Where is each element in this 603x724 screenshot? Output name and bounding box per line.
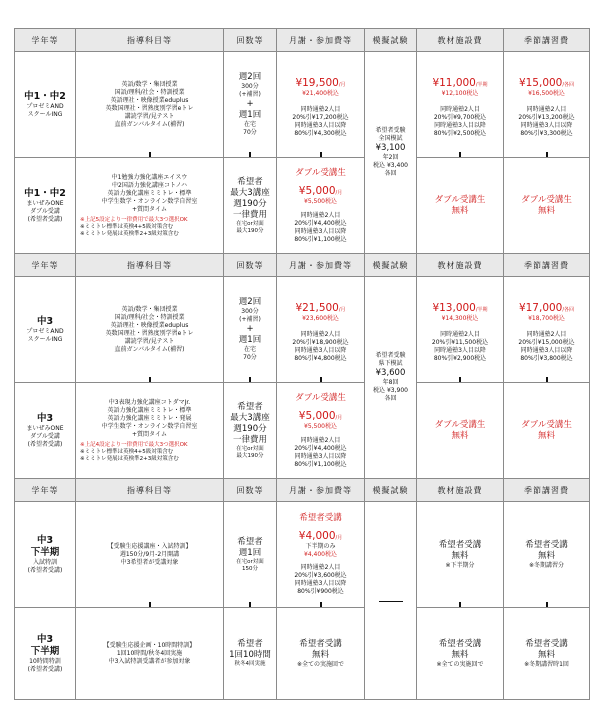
count-value: 最大3講座	[230, 187, 270, 198]
count-value: 週190分	[233, 423, 267, 434]
selection-note: ※ミミトレ標準は英検4+5級対策含む	[80, 448, 174, 455]
materials-note: ※全ての実施回で	[436, 660, 484, 668]
subject-item: 中1勉強力強化講座エイスウ	[111, 173, 188, 181]
materials-price: ¥13,000	[432, 302, 476, 314]
subjects-cell	[76, 608, 224, 700]
header-count: 回数等	[224, 254, 277, 277]
materials-cell	[417, 52, 504, 158]
discount-line: 同時通塾2人目	[440, 106, 480, 113]
mock-exam-cell	[365, 277, 417, 479]
subject-item: 国語/理科/社会・特訓授業	[114, 88, 185, 96]
plus-icon	[144, 602, 156, 608]
fee-note: 下半期のみ	[305, 543, 336, 550]
header-mock-exam: 模擬試験	[365, 254, 417, 277]
plus-icon	[315, 377, 327, 383]
subject-item: 英語理社・映像授業eduplus	[110, 321, 189, 329]
count-detail: (+補習)	[239, 91, 261, 98]
fee-title: ダブル受講生	[295, 167, 346, 178]
header-grade: 学年等	[15, 479, 76, 502]
materials-unit: /半期	[475, 307, 488, 313]
count-detail: 300分	[241, 308, 259, 315]
grade-cell	[15, 383, 76, 479]
plus-icon	[541, 377, 553, 383]
count-cell	[224, 608, 277, 700]
seasonal-title: 希望者受講	[525, 539, 568, 550]
count-detail: 在宅or対面	[236, 558, 264, 565]
materials-title: ダブル受講生	[434, 194, 486, 205]
fee-cell	[277, 502, 365, 608]
count-detail: 300分	[241, 83, 259, 90]
fee-title: 希望者受講	[299, 513, 342, 523]
header-seasonal: 季節講習費	[504, 479, 590, 502]
seasonal-free: 無料	[537, 550, 555, 561]
discount-line: 80%引¥2,500税込	[433, 130, 487, 137]
discount-line: 20%引¥17,200税込	[292, 114, 349, 121]
fee-title: 希望者受講	[299, 638, 342, 649]
fee-tax: ¥4,400税込	[304, 551, 337, 558]
subject-item: 中3表現力強化講座コトダマJr.	[108, 398, 191, 406]
discount-line: 同時通塾3人目以降	[294, 122, 347, 129]
plus-icon	[315, 602, 327, 608]
count-cell	[224, 383, 277, 479]
subject-item: 英語/数学・集団授業	[121, 305, 178, 313]
materials-cell	[417, 277, 504, 383]
subject-item: 中学生数学・オンライン数学自習室	[101, 422, 198, 430]
course-label: スクールING	[27, 335, 63, 343]
count-detail: 最大190分	[236, 227, 264, 234]
seasonal-cell	[504, 608, 590, 700]
mock-exam-cell	[365, 52, 417, 254]
course-label: ダブル受講	[30, 432, 60, 440]
mock-price: ¥3,100	[375, 143, 406, 153]
discount-line: 同時通塾2人目	[300, 436, 341, 444]
course-label: プロゼミAND	[26, 327, 64, 335]
plus-icon	[144, 377, 156, 383]
discount-line: 80%引¥2,900税込	[433, 355, 487, 362]
materials-free: 無料	[451, 205, 469, 216]
course-label: 入試特訓	[32, 558, 57, 566]
discount-line: 同時通塾3人目以降	[520, 122, 573, 129]
count-value: 一律費用	[232, 209, 267, 220]
mock-line: 年2回	[382, 154, 399, 161]
fee-note: ※全ての実施回で	[296, 660, 345, 668]
discount-line: 同時通塾3人目以降	[294, 452, 347, 460]
course-label: ダブル受講	[30, 207, 60, 215]
seasonal-tax: ¥18,700税込	[528, 315, 565, 322]
subject-item: +質問タイム	[132, 430, 167, 438]
fee-unit: /月	[338, 307, 346, 313]
discount-line: 80%引¥3,800税込	[520, 355, 573, 362]
mock-line: 各回	[384, 170, 397, 177]
discount-line: 同時通塾3人目以降	[434, 122, 486, 129]
count-detail: 秋冬4回実施	[234, 661, 266, 667]
grade-label: 中3	[36, 315, 54, 327]
grade-cell	[15, 277, 76, 383]
seasonal-price: ¥15,000	[518, 77, 563, 89]
seasonal-cell	[504, 383, 590, 479]
selection-note: ※上記4設定より一律費用で最大3つ選択OK	[80, 441, 188, 448]
header-seasonal: 季節講習費	[504, 254, 590, 277]
count-detail: 在宅or対面	[236, 445, 264, 452]
subject-item: +質問タイム	[132, 205, 167, 213]
count-cell	[224, 158, 277, 254]
plus-icon	[454, 377, 466, 383]
table-row	[15, 277, 590, 383]
grade-label: 中3	[36, 633, 54, 645]
seasonal-free: 無料	[537, 205, 555, 216]
table-header-row	[15, 479, 590, 502]
materials-cell	[417, 502, 504, 608]
discount-line: 80%引¥4,800税込	[294, 355, 347, 362]
header-fee: 月謝・参加費等	[277, 479, 365, 502]
mock-line: 各回	[384, 395, 397, 402]
header-subjects: 指導科目等	[76, 479, 224, 502]
seasonal-unit: /各回	[562, 82, 575, 88]
subject-item: 英数国理社・習熟度別学習eトレ	[105, 329, 194, 337]
discount-line: 同時通塾2人目	[300, 331, 341, 338]
count-value: 週2回	[238, 72, 262, 82]
fee-tax: ¥21,400税込	[302, 90, 339, 97]
plus-icon	[454, 602, 466, 608]
fee-unit: /月	[338, 82, 346, 88]
mock-exam-cell	[365, 502, 417, 700]
discount-line: 20%引¥13,200税込	[518, 114, 575, 121]
fee-price: ¥19,500	[295, 77, 339, 89]
count-cell	[224, 277, 277, 383]
fee-cell	[277, 383, 365, 479]
materials-note: ※下半期分	[445, 561, 475, 569]
subject-item: 英語力強化講座ミミトレ・発展	[107, 414, 192, 422]
table-row	[15, 502, 590, 608]
mock-line: 県下模試	[378, 360, 403, 367]
discount-line: 同時通塾3人目以降	[294, 580, 347, 587]
header-grade: 学年等	[15, 29, 76, 52]
subject-item: 講読学習/見テスト	[124, 337, 175, 345]
count-detail: 70分	[243, 129, 257, 136]
fee-table	[14, 28, 590, 700]
count-detail: 150分	[242, 565, 258, 572]
plus-icon	[454, 152, 466, 158]
plus-icon	[315, 152, 327, 158]
course-label: まいぜみONE	[26, 199, 64, 207]
subject-item: 【受験生応援講座・入試特訓】	[107, 542, 192, 550]
plus-icon	[144, 152, 156, 158]
header-fee: 月謝・参加費等	[277, 254, 365, 277]
discount-line: 80%引¥3,300税込	[520, 130, 573, 137]
header-count: 回数等	[224, 479, 277, 502]
selection-note: ※上記5設定より一律費用で最大3つ選択OK	[80, 216, 188, 223]
header-mock-exam: 模擬試験	[365, 479, 417, 502]
subject-item: 国語/理科/社会・特訓授業	[114, 313, 185, 321]
subjects-cell	[76, 158, 224, 254]
fee-tax: ¥5,500税込	[304, 422, 337, 430]
fee-unit: /月	[335, 189, 343, 196]
fee-unit: /月	[335, 414, 343, 421]
fee-cell	[277, 52, 365, 158]
discount-line: 同時通塾3人目以降	[294, 227, 347, 235]
grade-label: 中3	[36, 412, 54, 424]
mock-line: 希望者受験	[375, 352, 406, 359]
fee-unit: /月	[335, 535, 343, 541]
subject-item: 英語/数学・集団授業	[121, 80, 178, 88]
grade-cell	[15, 158, 76, 254]
header-count: 回数等	[224, 29, 277, 52]
count-detail: 70分	[243, 354, 257, 361]
table-row	[15, 52, 590, 158]
materials-title: 希望者受講	[438, 539, 482, 550]
subject-item: 英語理社・映像授業eduplus	[110, 96, 189, 104]
selection-note: ※ミミトレ発展は英検準2+3級対策含む	[80, 230, 179, 237]
header-subjects: 指導科目等	[76, 29, 224, 52]
count-detail: (+補習)	[239, 316, 261, 323]
grade-label: 下半期	[30, 546, 60, 558]
course-label: (希望者受講)	[27, 566, 63, 574]
count-value: 希望者	[237, 176, 263, 187]
fee-cell	[277, 158, 365, 254]
seasonal-cell	[504, 502, 590, 608]
subject-item: 中3希望者が受講対象	[120, 558, 179, 566]
mock-line: 税込 ¥3,900	[373, 387, 408, 394]
discount-line: 同時通塾2人目	[300, 211, 341, 219]
grade-cell	[15, 502, 76, 608]
subjects-cell	[76, 277, 224, 383]
grade-label: 下半期	[30, 645, 60, 657]
fee-price: ¥5,000	[298, 409, 336, 422]
discount-line: 同時通塾2人目	[300, 106, 341, 113]
seasonal-tax: ¥16,500税込	[528, 90, 565, 97]
fee-title: ダブル受講生	[295, 392, 346, 403]
count-value: 週2回	[238, 297, 262, 307]
subjects-cell	[76, 52, 224, 158]
plus-icon	[244, 377, 256, 383]
discount-line: 20%引¥18,900税込	[292, 339, 349, 346]
header-grade: 学年等	[15, 254, 76, 277]
seasonal-title: ダブル受講生	[521, 419, 572, 430]
selection-note: ※ミミトレ標準は英検4+5級対策含む	[80, 223, 174, 230]
fee-price: ¥4,000	[298, 530, 336, 542]
table-header-row	[15, 254, 590, 277]
selection-note: ※ミミトレ発展は英検準2+3級対策含む	[80, 455, 179, 462]
discount-line: 20%引¥15,000税込	[518, 339, 575, 346]
header-mock-exam: 模擬試験	[365, 29, 417, 52]
header-materials: 教材施設費	[417, 29, 504, 52]
discount-line: 同時通塾2人目	[440, 331, 480, 338]
discount-line: 80%引¥1,100税込	[294, 460, 347, 468]
table-row	[15, 158, 590, 254]
subject-item: 中学生数学・オンライン数学自習室	[101, 197, 198, 205]
materials-unit: /半期	[475, 82, 488, 88]
count-value: 希望者	[237, 639, 263, 649]
subject-item: 週150分/9月-2月開講	[119, 550, 180, 558]
discount-line: 20%引¥3,600税込	[294, 572, 347, 579]
header-materials: 教材施設費	[417, 254, 504, 277]
discount-line: 80%引¥4,300税込	[294, 130, 347, 137]
subject-item: 中2国語力強化講座コトノハ	[112, 181, 187, 189]
count-value: 1回10時間	[229, 650, 271, 660]
seasonal-free: 無料	[537, 649, 555, 660]
subject-item: 英語力強化講座ミミトレ・標準	[107, 189, 192, 197]
header-subjects: 指導科目等	[76, 254, 224, 277]
count-cell	[224, 502, 277, 608]
dash-icon	[379, 601, 403, 603]
fee-cell	[277, 277, 365, 383]
count-detail: 在宅or対面	[236, 220, 264, 227]
mock-price: ¥3,600	[375, 368, 406, 378]
course-label: (希望者受講)	[27, 215, 63, 223]
plus-icon	[541, 152, 553, 158]
count-value: 一律費用	[232, 434, 267, 445]
grade-label: 中3	[36, 534, 54, 546]
subject-item: 【受験生応援企画・10時間特訓】	[103, 641, 196, 649]
grade-cell	[15, 52, 76, 158]
mock-line: 年8回	[382, 379, 399, 386]
seasonal-free: 無料	[537, 430, 555, 441]
count-value: 希望者	[237, 401, 263, 412]
materials-price: ¥11,000	[432, 77, 476, 89]
course-label: プロゼミAND	[26, 102, 64, 110]
materials-cell	[417, 158, 504, 254]
materials-cell	[417, 608, 504, 700]
subject-item: 直前ガンバルタイム(補習)	[114, 120, 185, 128]
count-value: 週1回	[238, 335, 262, 345]
count-plus: +	[246, 324, 254, 334]
discount-line: 同時通塾3人目以降	[294, 347, 347, 354]
course-label: まいぜみONE	[26, 424, 64, 432]
mock-line: 全国模試	[378, 135, 403, 142]
count-value: 週190分	[233, 198, 267, 209]
count-detail: 在宅	[243, 121, 256, 128]
count-cell	[224, 52, 277, 158]
course-label: 10時間特訓	[29, 657, 61, 665]
materials-free: 無料	[451, 550, 469, 561]
header-materials: 教材施設費	[417, 479, 504, 502]
table-header-row	[15, 29, 590, 52]
subject-item: 講読学習/見テスト	[124, 112, 175, 120]
discount-line: 同時通塾3人目以降	[434, 347, 486, 354]
plus-icon	[244, 152, 256, 158]
fee-price: ¥21,500	[295, 302, 339, 314]
plus-icon	[244, 602, 256, 608]
count-value: 希望者	[237, 536, 263, 547]
mock-line: 希望者受験	[375, 127, 406, 134]
fee-tax: ¥23,600税込	[302, 315, 339, 322]
materials-tax: ¥14,300税込	[441, 315, 479, 322]
grade-label: 中1・中2	[24, 90, 66, 102]
materials-free: 無料	[451, 649, 469, 660]
seasonal-unit: /各回	[562, 307, 575, 313]
course-label: スクールING	[27, 110, 63, 118]
fee-table-sheet	[14, 28, 589, 708]
grade-cell	[15, 608, 76, 700]
subjects-cell	[76, 502, 224, 608]
materials-cell	[417, 383, 504, 479]
count-value: 最大3講座	[230, 412, 270, 423]
count-value: 週1回	[238, 110, 262, 120]
materials-title: ダブル受講生	[434, 419, 486, 430]
count-detail: 在宅	[243, 346, 256, 353]
materials-free: 無料	[451, 430, 469, 441]
count-detail: 最大190分	[236, 452, 264, 459]
seasonal-cell	[504, 158, 590, 254]
seasonal-price: ¥17,000	[518, 302, 563, 314]
subject-item: 中3入試特訓受講者が参加対象	[108, 657, 191, 665]
subjects-cell	[76, 383, 224, 479]
fee-cell	[277, 608, 365, 700]
table-row	[15, 383, 590, 479]
discount-line: 同時通塾2人目	[300, 564, 341, 571]
plus-icon	[541, 602, 553, 608]
seasonal-note: ※冬期講習分	[528, 561, 565, 569]
mock-line: 税込 ¥3,400	[373, 162, 408, 169]
discount-line: 同時通塾2人目	[526, 106, 567, 113]
subject-item: 英数国理社・習熟度別学習eトレ	[105, 104, 194, 112]
seasonal-note: ※冬期講習時1回	[524, 660, 569, 668]
fee-price: ¥5,000	[298, 184, 336, 197]
discount-line: 80%引¥900税込	[297, 588, 344, 595]
discount-line: 20%引¥9,700税込	[433, 114, 487, 121]
count-plus: +	[246, 99, 254, 109]
subject-item: 英語力強化講座ミミトレ・標準	[107, 406, 192, 414]
grade-label: 中1・中2	[24, 187, 66, 199]
discount-line: 20%引¥11,500税込	[431, 339, 489, 346]
discount-line: 20%引¥4,400税込	[294, 219, 347, 227]
discount-line: 同時通塾2人目	[526, 331, 567, 338]
fee-tax: ¥5,500税込	[304, 197, 337, 205]
seasonal-title: ダブル受講生	[521, 194, 572, 205]
subject-item: 直前ガンバルタイム(補習)	[114, 345, 185, 353]
subject-item: 1回10時間/秋冬4回実施	[116, 649, 183, 657]
course-label: (希望者受講)	[27, 665, 63, 673]
discount-line: 同時通塾3人目以降	[520, 347, 573, 354]
seasonal-cell	[504, 277, 590, 383]
materials-tax: ¥12,100税込	[441, 90, 479, 97]
seasonal-title: 希望者受講	[525, 638, 568, 649]
seasonal-cell	[504, 52, 590, 158]
header-seasonal: 季節講習費	[504, 29, 590, 52]
fee-free: 無料	[311, 649, 329, 660]
course-label: (希望者受講)	[27, 440, 63, 448]
count-value: 週1回	[238, 547, 262, 558]
header-fee: 月謝・参加費等	[277, 29, 365, 52]
discount-line: 80%引¥1,100税込	[294, 235, 347, 243]
discount-line: 20%引¥4,400税込	[294, 444, 347, 452]
materials-title: 希望者受講	[438, 638, 482, 649]
table-row	[15, 608, 590, 700]
